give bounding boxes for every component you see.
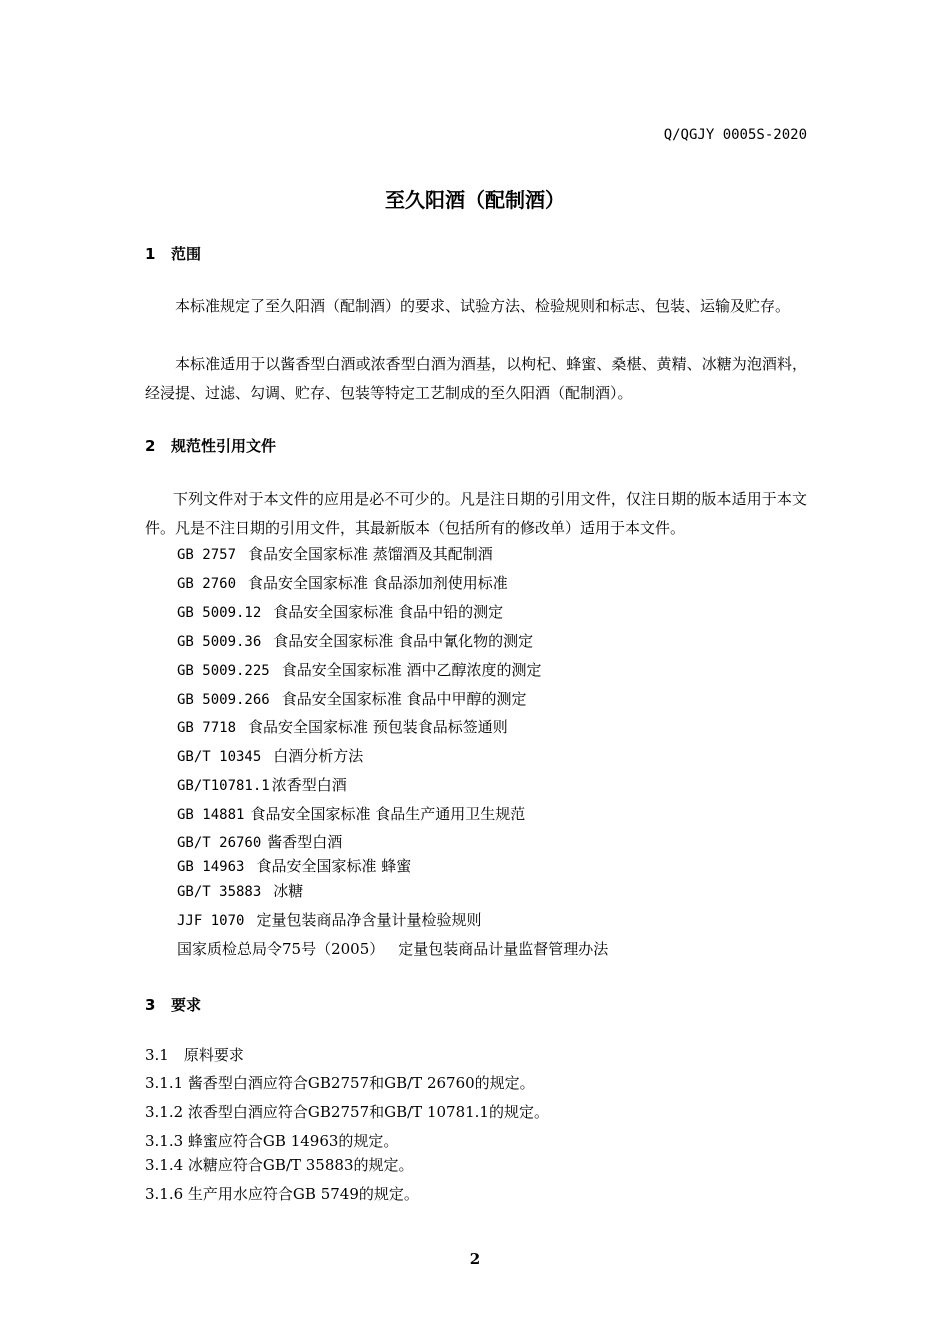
- ref-item: GB/T 10345 白酒分析方法: [177, 747, 364, 765]
- ref-item: GB 14963 食品安全国家标准 蜂蜜: [177, 857, 412, 875]
- requirement-item: 3.1.6 生产用水应符合GB 5749的规定。: [145, 1185, 419, 1203]
- ref-item: GB 14881 食品安全国家标准 食品生产通用卫生规范: [177, 805, 526, 823]
- ref-item: GB 5009.225 食品安全国家标准 酒中乙醇浓度的测定: [177, 661, 542, 679]
- section-heading-refs: [145, 435, 276, 457]
- ref-item: GB 2757 食品安全国家标准 蒸馏酒及其配制酒: [177, 545, 493, 563]
- requirement-item: 3.1 原料要求: [145, 1046, 244, 1064]
- ref-item: JJF 1070 定量包装商品净含量计量检验规则: [177, 911, 482, 929]
- refs-intro: 下列文件对于本文件的应用是必不可少的。凡是注日期的引用文件，仅注日期的版本适用于本文件。凡是不注日期的引用文件，其最新版本（包括所有的修改单）适用于本文件。: [145, 490, 807, 537]
- document-title: 至久阳酒（配制酒）: [385, 188, 565, 212]
- section-heading-scope: [145, 243, 201, 265]
- ref-item: GB 5009.36 食品安全国家标准 食品中氰化物的测定: [177, 632, 534, 650]
- section-title: 要求: [171, 996, 202, 1014]
- section-number: 2: [145, 437, 156, 455]
- section-title: 范围: [171, 245, 202, 263]
- ref-item: GB 5009.12 食品安全国家标准 食品中铅的测定: [177, 603, 504, 621]
- scope-paragraph-1: 本标准规定了至久阳酒（配制酒）的要求、试验方法、检验规则和标志、包装、运输及贮存。: [175, 297, 791, 315]
- requirement-item: 3.1.3 蜂蜜应符合GB 14963的规定。: [145, 1132, 399, 1150]
- scope-paragraph-2: 本标准适用于以酱香型白酒或浓香型白酒为酒基，以枸杞、蜂蜜、桑椹、黄精、冰糖为泡酒料，经浸提、过滤、勾调、贮存、包装等特定工艺制成的至久阳酒（配制酒）。: [145, 355, 807, 402]
- ref-item: GB/T 35883 冰糖: [177, 882, 304, 900]
- ref-item: 国家质检总局令75号（2005） 定量包装商品计量监督管理办法: [177, 940, 609, 958]
- ref-item: GB 7718 食品安全国家标准 预包装食品标签通则: [177, 718, 508, 736]
- requirement-item: 3.1.2 浓香型白酒应符合GB2757和GB/T 10781.1的规定。: [145, 1103, 549, 1121]
- requirement-item: 3.1.4 冰糖应符合GB/T 35883的规定。: [145, 1156, 414, 1174]
- page-number: 2: [469, 1250, 481, 1268]
- standard-code: Q/QGJY 0005S-2020: [663, 127, 807, 143]
- section-number: 1: [145, 245, 156, 263]
- ref-item: GB/T 26760 酱香型白酒: [177, 833, 343, 851]
- section-heading-requirements: [145, 994, 201, 1016]
- ref-item: GB 2760 食品安全国家标准 食品添加剂使用标准: [177, 574, 508, 592]
- section-title: 规范性引用文件: [171, 437, 277, 455]
- ref-item: GB/T10781.1 浓香型白酒: [177, 776, 347, 794]
- ref-item: GB 5009.266 食品安全国家标准 食品中甲醇的测定: [177, 690, 527, 708]
- requirement-item: 3.1.1 酱香型白酒应符合GB2757和GB/T 26760的规定。: [145, 1074, 535, 1092]
- section-number: 3: [145, 996, 156, 1014]
